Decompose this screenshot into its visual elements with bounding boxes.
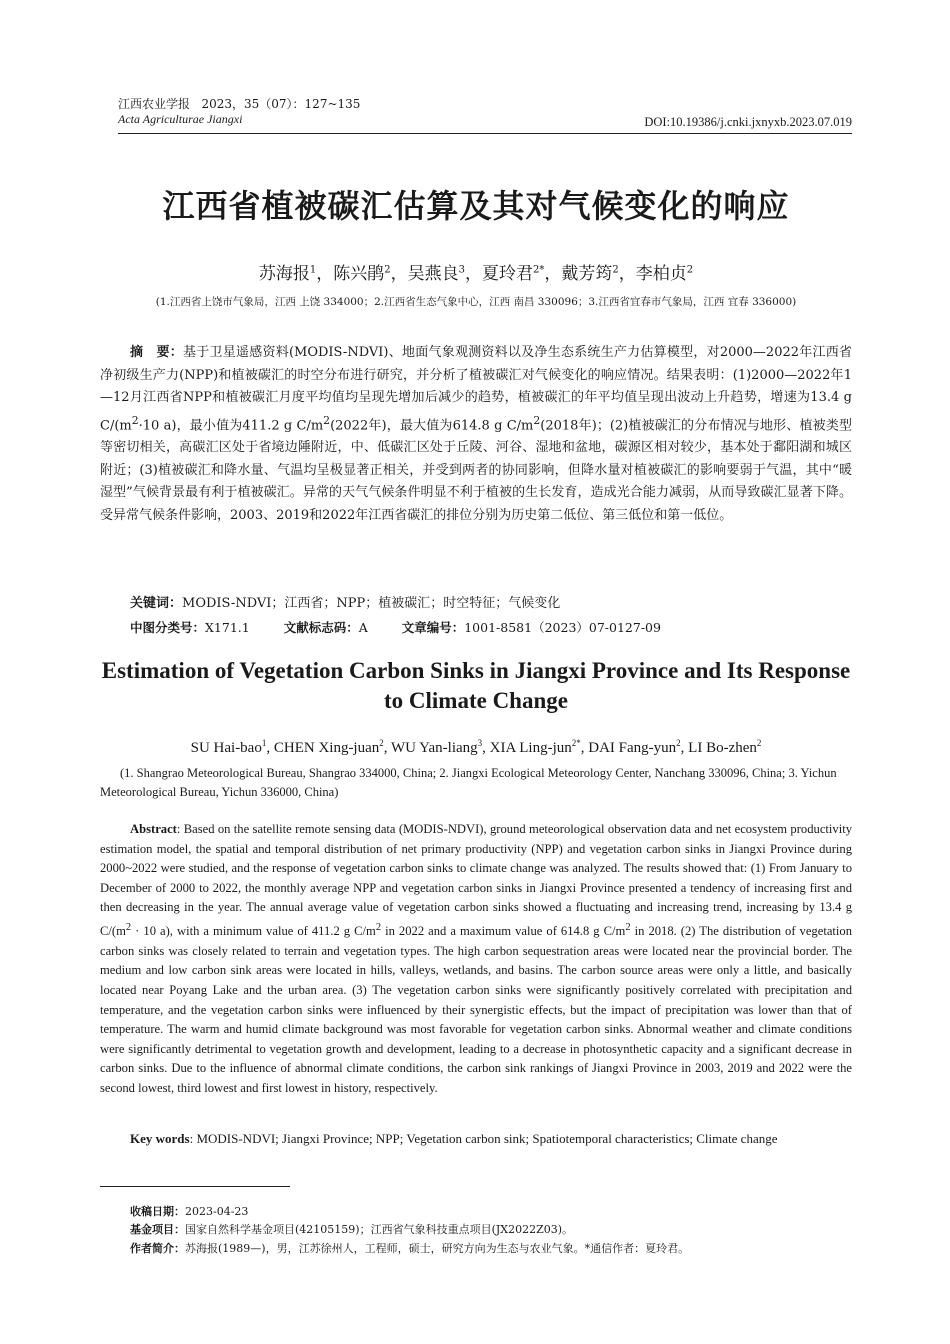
sup: 2 xyxy=(625,921,631,933)
author-affiliation-mark: 2 xyxy=(612,264,619,276)
abstract-cn-text-2: ·10 a)，最小值为411.2 g C/m xyxy=(138,417,324,433)
footnote-received xyxy=(130,1203,852,1219)
footnote-rule xyxy=(100,1186,290,1187)
affiliations-cn: (1.江西省上饶市气象局，江西 上饶 334000；2.江西省生态气象中心，江西 南昌 330096；3.江西省宜春市气象局，江西 宜春 336000) xyxy=(155,296,797,308)
author-affiliation-mark: 2 xyxy=(384,264,391,276)
keywords-en-label: Key words xyxy=(130,1131,190,1146)
abstract-en-text-4: in 2018. (2) The distribution of vegetation carbon sinks was closely related to terrain and vegetation types. The high carbon sequestration areas were located near the provincial border. The medium and low carbon sink areas were located in hills, valleys, wetlands, and basins. The carbon source areas were only a little, and basically located near Poyang Lake and the urban area. (3) The vegetation carbon sinks were significantly positively correlated with precipitation and temperature, and the vegetation carbon sinks were influenced by their synergistic effects, but the impact of precipitation was lower than that of temperature. The warm and humid climate background was most favorable for vegetation carbon sinks. Abnormal weather and climate conditions were significantly detrimental to vegetation growth and development, leading to a decrease in photosynthetic capacity and a significant decrease in carbon sinks. Due to the influence of abnormal climate conditions, the carbon sink rankings of Jiangxi Province in 2003, 2019 and 2022 were the second lowest, third lowest and first lowest in history, respectively. xyxy=(100,924,852,1095)
abstract-en xyxy=(100,820,852,1099)
journal-issue: 2023，35（07）：127~135 xyxy=(201,97,361,111)
author-affiliation-mark: 2 xyxy=(686,264,694,276)
abstract-cn xyxy=(100,342,852,527)
authors-en: SU Hai-bao$^1$, CHEN Xing-juan$^2$, WU Yan-liang$^3$, XIA Ling-jun$^{2*}$, DAI Fang-yun$^2$, LI Bo-zhen$^2$ xyxy=(190,738,762,756)
bio-text: 苏海报(1989—)，男，江苏徐州人，工程师，硕士，研究方向为生态与农业气象。*通信作者：夏玲君。 xyxy=(185,1242,690,1255)
sup: 2 xyxy=(323,413,331,427)
author-name: SU Hai-bao xyxy=(190,740,262,756)
keywords-en-text: : MODIS-NDVI; Jiangxi Province; NPP; Vegetation carbon sink; Spatiotemporal characteristics; Climate change xyxy=(189,1131,778,1146)
journal-name-en: Acta Agriculturae Jiangxi xyxy=(118,112,243,126)
abstract-cn-text-4: (2018年)；(2)植被碳汇的分布情况与地形、植被类型等密切相关，高碳汇区处于省境边陲附近，中、低碳汇区处于丘陵、河谷、湿地和盆地，碳源区相对较少，基本处于鄱阳湖和城区附近；(3)植被碳汇和降水量、气温均呈极显著正相关，并受到两者的协同影响，但降水量对植被碳汇的影响要弱于气温，其中“暖湿型”气候背景最有利于植被碳汇。异常的天气气候条件明显不利于植被的生长发育，造成光合能力减弱，从而导致碳汇显著下降。受异常气候条件影响，2003、2019和2022年江西省碳汇的排位分别为历史第二低位、第三低位和第一低位。 xyxy=(100,417,852,523)
abstract-en-label: Abstract xyxy=(130,822,177,836)
received-date: 2023-04-23 xyxy=(185,1205,249,1218)
author-affiliation-mark: 2 xyxy=(379,738,384,748)
author-affiliation-mark: 3 xyxy=(477,738,483,748)
doi[interactable]: DOI:10.19386/j.cnki.jxnyxb.2023.07.019 xyxy=(644,115,852,129)
author-name: WU Yan-liang xyxy=(391,740,478,756)
clc-number: X171.1 xyxy=(205,620,250,635)
author-name: 苏海报 xyxy=(258,264,310,284)
abstract-en-text-3: in 2022 and a maximum value of 614.8 g C/m xyxy=(381,924,626,939)
paper-page xyxy=(100,0,852,1344)
footnote-bio xyxy=(130,1240,852,1256)
sup: 2 xyxy=(533,413,541,427)
keywords-en xyxy=(130,1131,852,1147)
author-name: 陈兴鹃 xyxy=(333,264,385,284)
keywords-cn-label: 关键词： xyxy=(130,596,183,611)
doc-code-label: 文献标志码： xyxy=(283,620,359,635)
author-name: LI Bo-zhen xyxy=(688,740,757,756)
author-name: 吴燕良 xyxy=(407,264,459,284)
abstract-en-text-2: · 10 a), with a minimum value of 411.2 g C/m xyxy=(131,924,376,939)
author-name: DAI Fang-yun xyxy=(588,740,677,756)
authors-cn: 苏海报$^1$，陈兴鹃$^2$，吴燕良$^3$，夏玲君$^{2*}$，戴芳筠$^2$，李柏贞$^2$ xyxy=(258,264,694,284)
abstract-cn-text-1: 基于卫星遥感资料(MODIS-NDVI)、地面气象观测资料以及净生态系统生产力估算模型，对2000—2022年江西省净初级生产力(NPP)和植被碳汇的时空分布进行研究，并分析了植被碳汇对气候变化的响应情况。结果表明：(1)2000—2022年1—12月江西省NPP和植被碳汇月度平均值均呈现先增加后减少的趋势，植被碳汇的年平均值呈现出波动上升趋势，增速为13.4 g C/(m xyxy=(100,345,852,433)
clc-label: 中图分类号： xyxy=(130,620,206,635)
article-number: 1001-8581（2023）07-0127-09 xyxy=(464,620,661,635)
author-affiliation-mark: 2 xyxy=(676,738,681,748)
fund-label: 基金项目： xyxy=(130,1223,185,1236)
header-rule xyxy=(118,133,852,134)
abstract-en-text-1: : Based on the satellite remote sensing data (MODIS-NDVI), ground meteorological observation data and net ecosystem productivity estimation model, the spatial and temporal distribution of net primary productivity (NPP) and vegetation carbon sinks in Jiangxi Province during 2000~2022 were studied, and the response of vegetation carbon sinks to climate change was analyzed. The results showed that: (1) From January to December of 2000 to 2022, the monthly average NPP and vegetation carbon sinks in Jiangxi Province presented a tendency of increasing first and then decreasing in the year. The annual average value of vegetation carbon sinks showed a fluctuating and increasing trend, increasing by 13.4 g C/(m xyxy=(100,822,852,939)
author-affiliation-mark: 3 xyxy=(458,264,465,276)
sup: 2 xyxy=(131,413,139,427)
fund-text: 国家自然科学基金项目(42105159)；江西省气象科技重点项目(JX2022Z03)。 xyxy=(185,1223,574,1236)
author-name: CHEN Xing-juan xyxy=(273,740,380,756)
journal-name-cn: 江西农业学报 xyxy=(118,97,191,111)
author-affiliation-mark: 1 xyxy=(309,264,317,276)
author-name: 李柏贞 xyxy=(635,264,687,284)
author-name: XIA Ling-jun xyxy=(489,740,572,756)
bio-label: 作者简介： xyxy=(130,1242,185,1255)
article-number-label: 文章编号： xyxy=(401,620,465,635)
abstract-cn-label: 摘 要： xyxy=(130,345,183,360)
author-name: 夏玲君 xyxy=(482,264,533,284)
title-cn: 江西省植被碳汇估算及其对气候变化的响应 xyxy=(162,187,790,225)
footnote-fund xyxy=(130,1221,852,1237)
classification-line xyxy=(130,618,852,636)
keywords-cn xyxy=(130,592,852,611)
abstract-cn-text-3: (2022年)，最大值为614.8 g C/m xyxy=(330,417,534,433)
author-affiliation-mark: 1 xyxy=(261,738,267,748)
affiliations-en: (1. Shangrao Meteorological Bureau, Shangrao 334000, China; 2. Jiangxi Ecological Meteorology Center, Nanchang 330096, China; 3. Yichun Meteorological Bureau, Yichun 336000, China) xyxy=(100,766,837,799)
keywords-cn-text: MODIS-NDVI；江西省；NPP；植被碳汇；时空特征；气候变化 xyxy=(182,596,561,611)
sup: 2 xyxy=(125,921,132,933)
author-affiliation-mark: 2* xyxy=(533,264,545,276)
doc-code: A xyxy=(358,620,368,635)
title-en: Estimation of Vegetation Carbon Sinks in Jiangxi Province and Its Response to Climate Change xyxy=(101,658,851,713)
author-affiliation-mark: 2 xyxy=(756,738,762,748)
received-label: 收稿日期： xyxy=(130,1205,185,1218)
journal-citation xyxy=(118,97,360,127)
author-affiliation-mark: 2* xyxy=(571,738,581,748)
author-name: 戴芳筠 xyxy=(561,264,613,284)
sup: 2 xyxy=(375,921,382,933)
